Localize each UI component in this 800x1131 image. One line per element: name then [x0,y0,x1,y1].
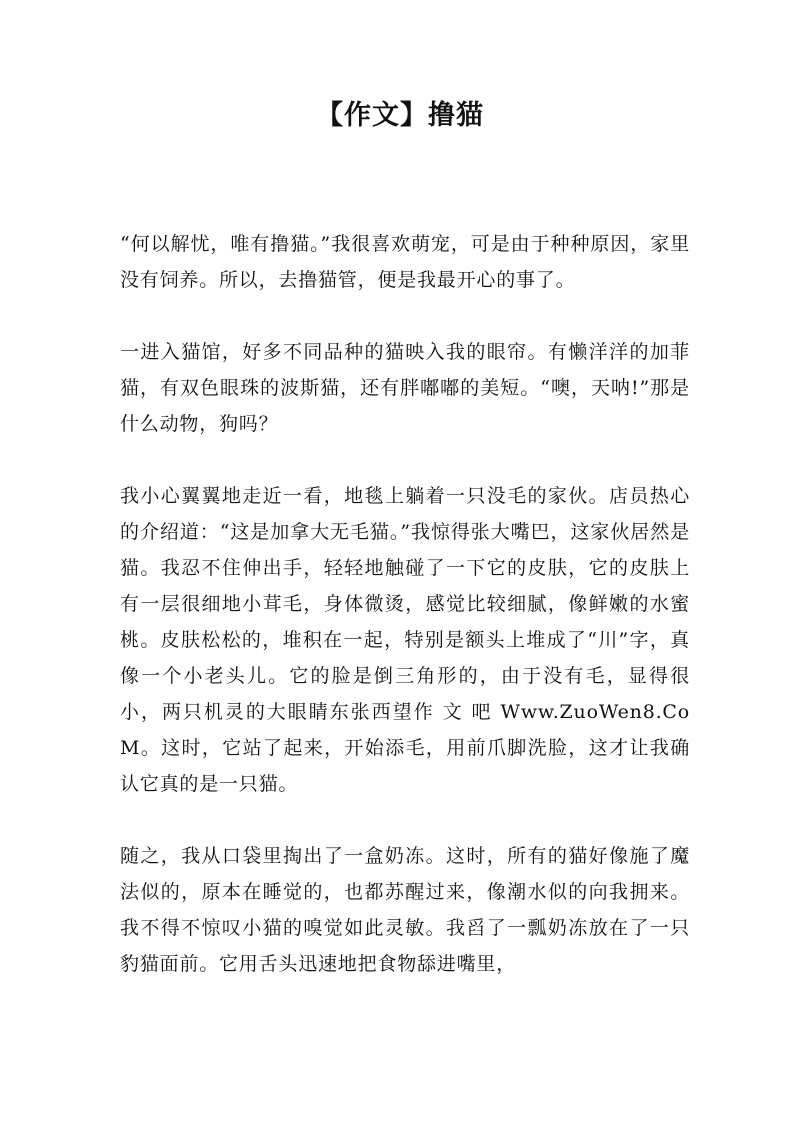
document-title: 【作文】撸猫 [316,100,484,131]
paragraph-3: 我小心翼翼地走近一看，地毯上躺着一只没毛的家伙。店员热心的介绍道：“这是加拿大无毛猫。”我惊得张大嘴巴，这家伙居然是猫。我忍不住伸出手，轻轻地触碰了一下它的皮肤，它的皮肤上有一层很细地小茸毛，身体微烫，感觉比较细腻，像鲜嫩的水蜜桃。皮肤松松的，堆积在一起，特别是额头上堆成了“川”字，真像一个小老头儿。它的脸是倒三角形的，由于没有毛，显得很小，两只机灵的大眼睛东张西望作 文 吧 Www.ZuoWen8.CoM。这时，它站了起来，开始添毛，用前爪脚洗脸，这才让我确认它真的是一只猫。 [120,485,690,795]
paragraph-1: “何以解忧，唯有撸猫。”我很喜欢萌宠，可是由于种种原因，家里没有饲养。所以，去撸猫管，便是我最开心的事了。 [120,233,690,291]
paragraph-4: 随之，我从口袋里掏出了一盒奶冻。这时，所有的猫好像施了魔法似的，原本在睡觉的，也都苏醒过来，像潮水似的向我拥来。我不得不惊叹小猫的嗅觉如此灵敏。我舀了一瓢奶冻放在了一只豹猫面前。它用舌头迅速地把食物舔进嘴里， [120,845,690,975]
paragraph-2: 一进入猫馆，好多不同品种的猫映入我的眼帘。有懒洋洋的加菲猫，有双色眼珠的波斯猫，还有胖嘟嘟的美短。“噢，天呐!”那是什么动物，狗吗？ [120,341,690,435]
document-body [120,226,690,982]
